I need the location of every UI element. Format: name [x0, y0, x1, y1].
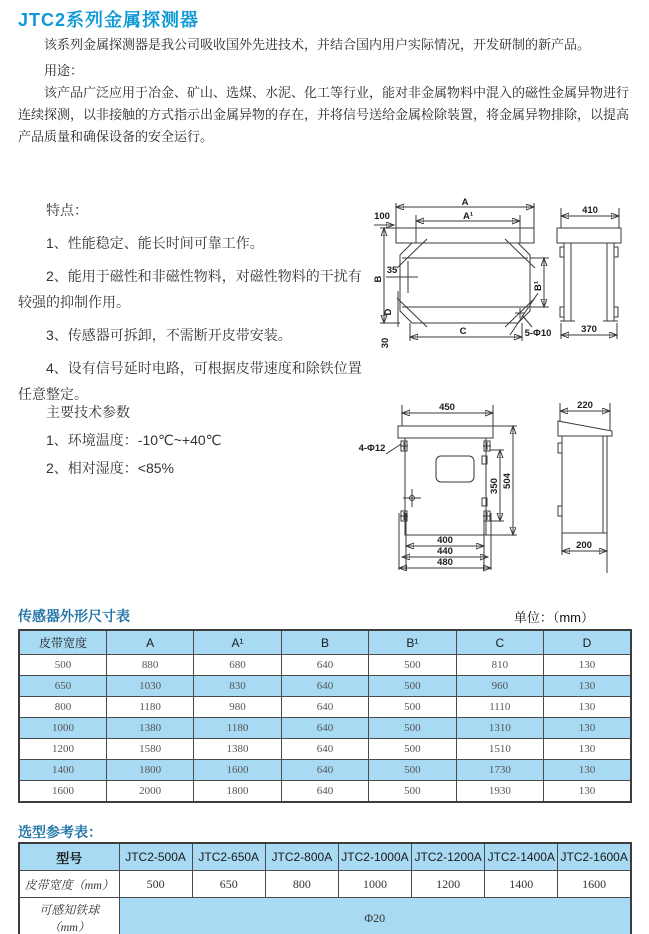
table-cell: 1600 [558, 871, 631, 898]
table-cell: 500 [369, 760, 456, 781]
table-row [19, 655, 631, 676]
dim-label-350: 350 [489, 478, 500, 494]
dim-label-400: 400 [437, 535, 453, 546]
tech-params-list [18, 426, 372, 482]
table-cell: 800 [265, 871, 338, 898]
table-cell: 1800 [194, 781, 281, 803]
table-cell: 1180 [106, 697, 193, 718]
table-cell: 130 [544, 655, 631, 676]
usage-paragraph: 该产品广泛应用于冶金、矿山、选煤、水泥、化工等行业，能对非金属物料中混入的磁性金属异物进行连续探测，以非接触的方式指示出金属异物的存在，并将信号送给金属检除装置，将金属异物排除，以提高产品质量和确保设备的安全运行。 [18, 85, 630, 144]
list-item: 2、能用于磁性和非磁性物料，对磁性物料的干扰有较强的抑制作用。 [18, 268, 362, 310]
features-section [18, 197, 372, 414]
table-cell: JTC2-1000A [338, 843, 411, 871]
table-cell: 500 [369, 739, 456, 760]
table-cell: 640 [281, 781, 368, 803]
table-cell: 500 [19, 655, 106, 676]
iron-ball-value: Φ20 [119, 898, 631, 934]
table-cell: 1110 [456, 697, 543, 718]
table-cell: 640 [281, 739, 368, 760]
table-cell: 640 [281, 697, 368, 718]
page-title: JTC2系列金属探测器 [18, 10, 200, 30]
table-row [19, 676, 631, 697]
dim-label-5-holes: 5-Φ10 [524, 328, 552, 339]
table-cell: 1400 [19, 760, 106, 781]
table-cell: 130 [544, 676, 631, 697]
dim-label-100: 100 [374, 211, 390, 222]
table-cell: JTC2-1600A [558, 843, 631, 871]
selection-table-heading: 选型参考表： [18, 824, 102, 840]
dim-label-440: 440 [437, 546, 453, 557]
belt-width-row-label: 皮带宽度（mm） [19, 871, 119, 898]
table-cell: 130 [544, 739, 631, 760]
table-cell: 650 [192, 871, 265, 898]
table-cell: 皮带宽度 [19, 630, 106, 655]
table-row [19, 697, 631, 718]
dim-label-4-holes: 4-Φ12 [358, 443, 386, 454]
table-cell: 640 [281, 718, 368, 739]
belt-width-row [19, 871, 631, 898]
table-cell: 1600 [19, 781, 106, 803]
control-box-dimension-drawing [358, 388, 649, 593]
dim-label-450: 450 [439, 402, 455, 413]
table-cell: 640 [281, 676, 368, 697]
table-cell: C [456, 630, 543, 655]
features-label: 特点： [46, 202, 88, 218]
table-cell: 500 [369, 697, 456, 718]
table-cell: D [544, 630, 631, 655]
sensor-dimension-drawing [372, 195, 649, 388]
table-cell: 960 [456, 676, 543, 697]
table-cell: 880 [106, 655, 193, 676]
table-cell: 800 [19, 697, 106, 718]
dimension-table-header-row [18, 606, 632, 626]
table-cell: 640 [281, 760, 368, 781]
table-cell: 1310 [456, 718, 543, 739]
table-cell: B¹ [369, 630, 456, 655]
model-selection-table [18, 842, 632, 934]
selection-table-body [19, 871, 631, 934]
table-cell: 1030 [106, 676, 193, 697]
dimension-table-body [19, 655, 631, 803]
tech-params-section [18, 398, 372, 482]
control-box-side-view [558, 400, 612, 573]
table-cell: 2000 [106, 781, 193, 803]
table-cell: 1000 [19, 718, 106, 739]
table-cell: 1200 [19, 739, 106, 760]
selection-table-header [19, 843, 631, 871]
list-item: 4、设有信号延时电路，可根据皮带速度和除铁位置任意整定。 [18, 360, 362, 402]
intro-section [18, 34, 633, 148]
table-cell: 500 [369, 781, 456, 803]
table-cell: 1180 [194, 718, 281, 739]
table-cell: 1510 [456, 739, 543, 760]
table-cell: 830 [194, 676, 281, 697]
dim-label-d: D [383, 308, 394, 316]
sensor-front-view [373, 197, 551, 348]
table-cell: A [106, 630, 193, 655]
table-cell: 680 [194, 655, 281, 676]
dimension-table-header [19, 630, 631, 655]
dim-label-35: 35 [386, 265, 398, 276]
table-cell: JTC2-1400A [485, 843, 558, 871]
table-cell: JTC2-1200A [412, 843, 485, 871]
table-cell: A¹ [194, 630, 281, 655]
table-cell: 500 [119, 871, 192, 898]
dim-label-a1: A¹ [462, 211, 474, 222]
dim-label-410: 410 [582, 205, 598, 216]
iron-ball-row-label: 可感知铁球（mm） [19, 898, 119, 934]
dim-label-370: 370 [581, 324, 597, 335]
table-cell: 1380 [194, 739, 281, 760]
table-cell: 130 [544, 718, 631, 739]
table-cell: 130 [544, 781, 631, 803]
table-row [19, 781, 631, 803]
table-cell: 130 [544, 697, 631, 718]
table-cell: 1930 [456, 781, 543, 803]
table-cell: 1200 [412, 871, 485, 898]
intro-paragraph: 该系列金属探测器是我公司吸收国外先进技术，并结合国内用户实际情况，开发研制的新产品。 [44, 37, 591, 52]
table-cell: JTC2-650A [192, 843, 265, 871]
control-box-front-view [359, 402, 517, 570]
table-cell: 810 [456, 655, 543, 676]
dim-label-b: B [373, 275, 384, 283]
dim-label-504: 504 [502, 473, 513, 489]
dimension-table-head [19, 630, 631, 655]
list-item: 2、相对湿度：<85% [46, 460, 174, 476]
table-cell: JTC2-500A [119, 843, 192, 871]
table-row [19, 760, 631, 781]
selection-table-header-row [18, 822, 102, 842]
list-item: 1、环境温度：-10℃~+40℃ [46, 432, 222, 448]
table-cell: 500 [369, 676, 456, 697]
table-cell: 500 [369, 718, 456, 739]
usage-label: 用途： [44, 63, 84, 78]
table-cell: 型号 [19, 843, 119, 871]
table-row [19, 739, 631, 760]
table-cell: 1400 [485, 871, 558, 898]
table-cell: 500 [369, 655, 456, 676]
tech-params-label: 主要技术参数 [46, 404, 130, 420]
list-item: 3、传感器可拆卸，不需断开皮带安装。 [46, 327, 292, 343]
dim-label-b1: B¹ [533, 280, 544, 292]
table-cell: 1730 [456, 760, 543, 781]
table-cell: JTC2-800A [265, 843, 338, 871]
iron-ball-row [19, 898, 631, 934]
dim-label-30: 30 [380, 337, 391, 349]
table-cell: 640 [281, 655, 368, 676]
table-cell: 1580 [106, 739, 193, 760]
table-cell: 1800 [106, 760, 193, 781]
selection-table-head [19, 843, 631, 871]
table-cell: 1600 [194, 760, 281, 781]
table-cell: 130 [544, 760, 631, 781]
table-row [19, 718, 631, 739]
sensor-dimension-table [18, 629, 632, 803]
dim-label-a: A [461, 197, 469, 208]
table-cell: 980 [194, 697, 281, 718]
unit-label: 单位：（mm） [513, 609, 594, 625]
dim-label-c: C [459, 326, 467, 337]
dimension-table-heading: 传感器外形尺寸表 [18, 608, 130, 624]
sensor-side-view [557, 205, 621, 339]
features-list [18, 230, 372, 407]
dim-label-200: 200 [576, 540, 592, 551]
list-item: 1、性能稳定、能长时间可靠工作。 [46, 235, 264, 251]
table-cell: B [281, 630, 368, 655]
sensor-drawing-svg [372, 195, 649, 388]
dim-label-220: 220 [577, 400, 593, 411]
table-cell: 1000 [338, 871, 411, 898]
table-cell: 1380 [106, 718, 193, 739]
dim-label-480: 480 [437, 557, 453, 568]
table-cell: 650 [19, 676, 106, 697]
control-box-drawing-svg [358, 388, 649, 593]
